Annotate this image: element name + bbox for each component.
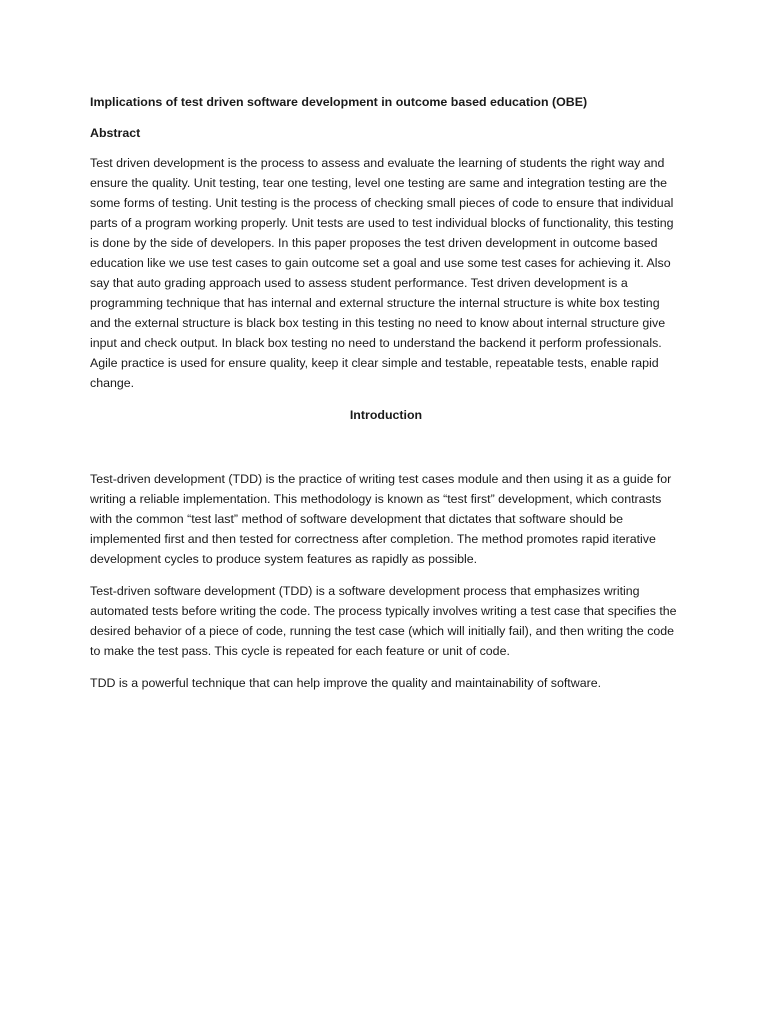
abstract-heading: Abstract bbox=[90, 126, 141, 140]
intro-paragraph-2: Test-driven software development (TDD) is a software development process that emphasizes writing automated tests before writing the code. The process typically involves writing a test case that specifies the desired behavior of a piece of code, running the test case (which will initially fail), and then writing the code to make the test pass. This cycle is repeated for each feature or unit of code. bbox=[90, 584, 677, 658]
section-spacer bbox=[90, 435, 682, 469]
abstract-paragraph: Test driven development is the process to assess and evaluate the learning of students the right way and ensure the quality. Unit testing, tear one testing, level one testing are same and integration testing are the some forms of testing. Unit testing is the process of checking small pieces of code to ensure that individual parts of a program working properly. Unit tests are used to test individual blocks of functionality, this testing is done by the side of developers. In this paper proposes the test driven development in outcome based education like we use test cases to gain outcome set a goal and use some test cases for achieving it. Also say that auto grading approach used to assess student performance. Test driven development is a programming technique that has internal and external structure the internal structure is white box testing and the external structure is black box testing in this testing no need to know about internal structure give input and check output. In black box testing no need to understand the backend it perform professionals. Agile practice is used for ensure quality, keep it clear simple and testable, repeatable tests, enable rapid change. bbox=[90, 156, 674, 390]
document-body bbox=[90, 92, 682, 705]
document-title: Implications of test driven software development in outcome based education (OBE) bbox=[90, 95, 588, 109]
intro-paragraph-1: Test-driven development (TDD) is the practice of writing test cases module and then using it as a guide for writing a reliable implementation. This methodology is known as “test first” development, which contrasts with the common “test last” method of software development that dictates that software should be implemented first and then tested for correctness after completion. The method promotes rapid iterative development cycles to produce system features as rapidly as possible. bbox=[90, 472, 672, 566]
intro-paragraph-3: TDD is a powerful technique that can help improve the quality and maintainability of software. bbox=[90, 676, 602, 690]
introduction-heading: Introduction bbox=[349, 408, 423, 422]
